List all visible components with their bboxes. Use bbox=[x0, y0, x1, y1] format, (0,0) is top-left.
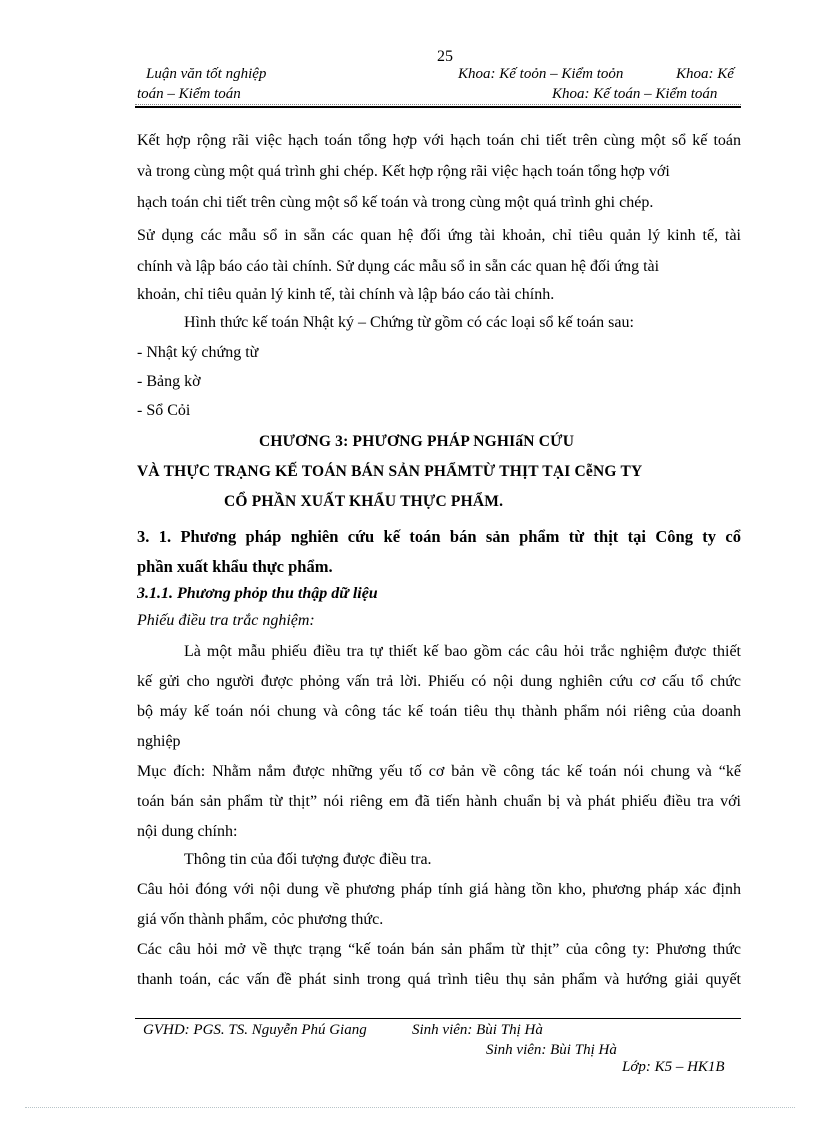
header-faculty-overflow: Khoa: Kế bbox=[676, 66, 734, 82]
list-intro: Hình thức kế toán Nhật ký – Chứng từ gồm có các loại sổ kế toán sau: bbox=[184, 314, 634, 331]
footer-advisor: GVHD: PGS. TS. Nguyễn Phú Giang bbox=[143, 1022, 367, 1038]
list-item: - Nhật ký chứng từ bbox=[137, 344, 259, 361]
footer-student-repeat: Sinh viên: Bùi Thị Hà bbox=[486, 1042, 617, 1058]
header-faculty-line2: Khoa: Kế toán – Kiểm toán bbox=[552, 86, 718, 102]
list-item: - Sổ Cỏi bbox=[137, 402, 191, 419]
paragraph-line: nghiệp bbox=[137, 733, 181, 750]
header-divider-dotted bbox=[135, 104, 741, 105]
paragraph-line: bộ máy kế toán nói chung và công tác kế toán tiêu thụ thành phẩm nói riêng của doanh bbox=[137, 703, 741, 720]
section-heading-3-1: 3. 1. Phương pháp nghiên cứu kế toán bán sản phẩm từ thịt tại Công ty cổ bbox=[137, 527, 741, 546]
paragraph-line: Mục đích: Nhằm nắm được những yếu tố cơ bản về công tác kế toán nói chung và “kế bbox=[137, 763, 741, 780]
paragraph-line: khoản, chỉ tiêu quản lý kinh tế, tài chính và lập báo cáo tài chính. bbox=[137, 286, 555, 303]
header-faculty: Khoa: Kế toỏn – Kiểm toỏn bbox=[458, 66, 624, 82]
footer-divider bbox=[135, 1018, 741, 1019]
paragraph-line: kế gửi cho người được phỏng vấn trả lời. Phiếu có nội dung nghiên cứu cơ cấu tổ chức bbox=[137, 673, 741, 690]
page-bottom-boundary bbox=[25, 1107, 795, 1108]
paragraph-line: nội dung chính: bbox=[137, 823, 238, 840]
paragraph-line: Các câu hỏi mở về thực trạng “kế toán bán sản phẩm từ thịt” của công ty: Phương thức bbox=[137, 941, 741, 958]
paragraph-line: hạch toán chi tiết trên cùng một sổ kế toán và trong cùng một quá trình ghi chép. bbox=[137, 194, 654, 211]
page-number: 25 bbox=[437, 48, 453, 65]
footer-class: Lớp: K5 – HK1B bbox=[622, 1059, 725, 1075]
paragraph-line: giá vốn thành phẩm, cỏc phương thức. bbox=[137, 911, 384, 928]
subsection-heading-3-1-1: 3.1.1. Phương phỏp thu thập dữ liệu bbox=[137, 585, 378, 602]
chapter-title-line3: CỔ PHẦN XUẤT KHẨU THỰC PHẨM. bbox=[224, 493, 504, 510]
header-divider bbox=[135, 106, 741, 108]
paragraph-line: Là một mẫu phiếu điều tra tự thiết kế bao gồm các câu hỏi trắc nghiệm được thiết bbox=[184, 643, 741, 660]
paragraph-line: Sử dụng các mẫu sổ in sẵn các quan hệ đối ứng tài khoản, chỉ tiêu quản lý kinh tế, tài bbox=[137, 227, 741, 244]
header-faculty-continuation: toán – Kiểm toán bbox=[137, 86, 241, 102]
paragraph-line: Kết hợp rộng rãi việc hạch toán tổng hợp với hạch toán chi tiết trên cùng một sổ kế toán bbox=[137, 132, 741, 149]
chapter-title-line1: CHƯƠNG 3: PHƯƠNG PHÁP NGHIấN CỨU bbox=[259, 433, 575, 450]
paragraph-line: thanh toán, các vấn đề phát sinh trong quá trình tiêu thụ sản phẩm và hướng giải quyết bbox=[137, 971, 741, 988]
header-thesis-title: Luận văn tốt nghiệp bbox=[146, 66, 267, 82]
paragraph-line: chính và lập báo cáo tài chính. Sử dụng các mẫu sổ in sẵn các quan hệ đối ứng tài bbox=[137, 258, 660, 275]
survey-label: Phiếu điều tra trắc nghiệm: bbox=[137, 612, 315, 629]
chapter-title-line2: VÀ THỰC TRẠNG KẾ TOÁN BÁN SẢN PHẨMTỪ THỊT TẠI CễNG TY bbox=[137, 463, 643, 480]
list-item: - Bảng kờ bbox=[137, 373, 201, 390]
footer-student: Sinh viên: Bùi Thị Hà bbox=[412, 1022, 543, 1038]
section-heading-3-1-cont: phần xuất khẩu thực phẩm. bbox=[137, 557, 333, 576]
paragraph-line: toán bán sản phẩm từ thịt” nói riêng em đã tiến hành chuẩn bị và phát phiếu điều tra với bbox=[137, 793, 741, 810]
paragraph-line: và trong cùng một quá trình ghi chép. Kết hợp rộng rãi việc hạch toán tổng hợp với bbox=[137, 163, 670, 180]
paragraph-line: Câu hỏi đóng với nội dung về phương pháp tính giá hàng tồn kho, phương pháp xác định bbox=[137, 881, 741, 898]
paragraph-line: Thông tin của đối tượng được điều tra. bbox=[184, 851, 432, 868]
